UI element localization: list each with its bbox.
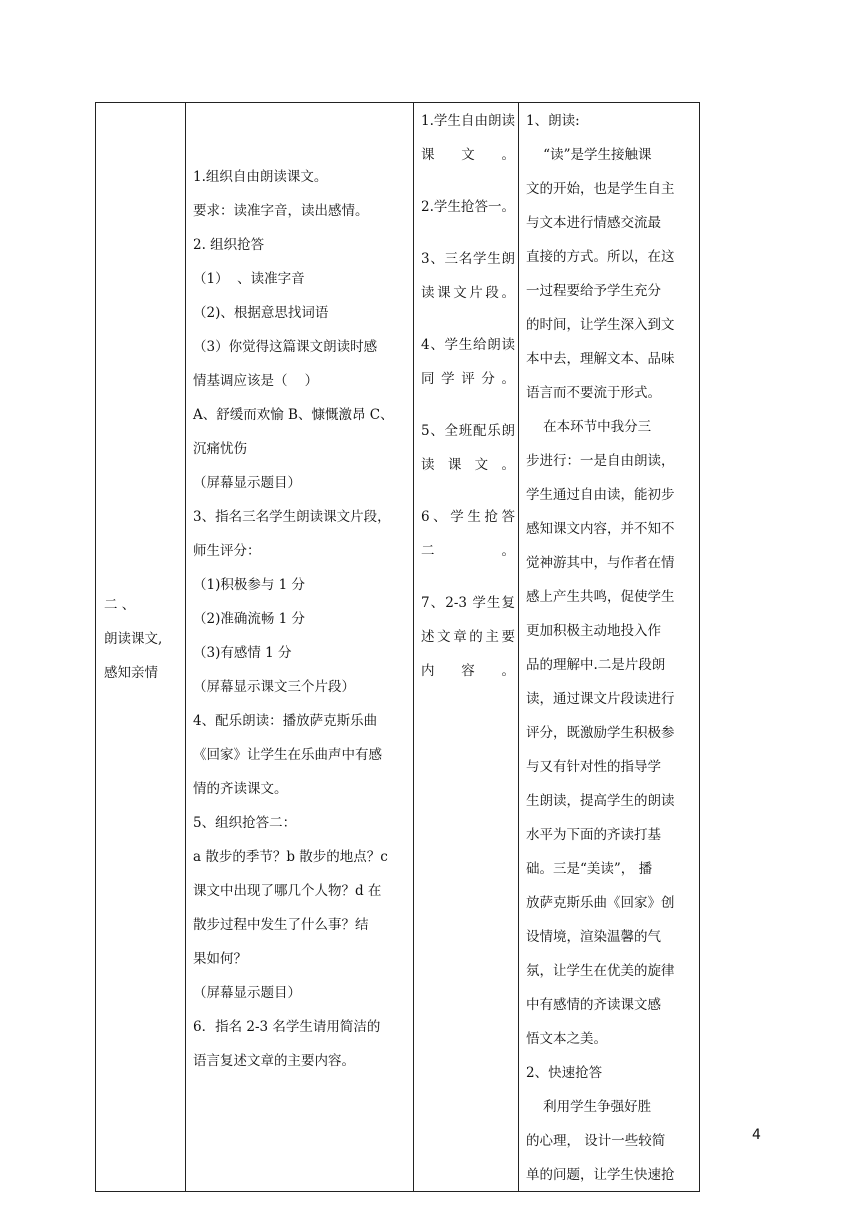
intent-line: 单的问题，让学生快速抢 bbox=[526, 1167, 675, 1183]
intent-line: 础。三是“美读”， 播 bbox=[526, 861, 653, 877]
intent-line: 生朗读，提高学生的朗读 bbox=[526, 793, 675, 809]
stage-column bbox=[96, 103, 186, 1191]
intent-line: “读”是学生接触课 bbox=[526, 147, 652, 163]
teacher-line: 语言复述文章的主要内容。 bbox=[193, 1053, 355, 1069]
student-item: 3、三名学生朗读课文片段。 bbox=[421, 251, 515, 301]
page-number: 4 bbox=[752, 1127, 761, 1143]
design-intent-text bbox=[526, 104, 697, 1192]
teacher-line: （2)准确流畅 1 分 bbox=[193, 611, 306, 627]
intent-line: 2、快速抢答 bbox=[526, 1065, 603, 1081]
intent-line: 本中去，理解文本、品味 bbox=[526, 351, 675, 367]
intent-line: 读，通过课文片段读进行 bbox=[526, 691, 675, 707]
teacher-line: 5、组织抢答二： bbox=[193, 815, 297, 831]
teacher-line: （3)有感情 1 分 bbox=[193, 645, 292, 661]
intent-line: 氛，让学生在优美的旋律 bbox=[526, 963, 675, 979]
intent-line: 水平为下面的齐读打基 bbox=[526, 827, 661, 843]
lesson-plan-table bbox=[95, 102, 700, 1192]
teacher-line: 情基调应该是（ ） bbox=[193, 373, 319, 389]
teacher-line: 《回家》让学生在乐曲声中有感 bbox=[193, 747, 382, 763]
teacher-line: 师生评分： bbox=[193, 543, 261, 559]
teacher-line: （1） 、读准字音 bbox=[193, 271, 305, 287]
student-item: 4、学生给朗读同学评分。 bbox=[421, 337, 515, 387]
intent-line: 放萨克斯乐曲《回家》创 bbox=[526, 895, 675, 911]
teacher-line: 2. 组织抢答 bbox=[193, 237, 265, 253]
intent-line: 更加积极主动地投入作 bbox=[526, 623, 661, 639]
intent-line: 文的开始，也是学生自主 bbox=[526, 181, 675, 197]
design-intent-column bbox=[519, 103, 701, 1191]
teacher-line: 4、配乐朗读：播放萨克斯乐曲 bbox=[193, 713, 378, 729]
teacher-line: 果如何？ bbox=[193, 951, 247, 967]
teacher-line: （屏幕显示题目） bbox=[193, 985, 301, 1001]
stage-line: 二 、 bbox=[104, 597, 136, 613]
intent-line: 利用学生争强好胜 bbox=[526, 1099, 652, 1115]
teacher-line: a 散步的季节？b 散步的地点？c bbox=[193, 849, 388, 865]
teacher-line: 1.组织自由朗读课文。 bbox=[193, 169, 328, 185]
stage-label bbox=[104, 588, 162, 690]
teacher-line: 沉痛忧伤 bbox=[193, 441, 247, 457]
intent-line: 步进行：一是自由朗读， bbox=[526, 453, 675, 469]
intent-line: 直接的方式。所以，在这 bbox=[526, 249, 675, 265]
teacher-activity-text bbox=[193, 160, 411, 1078]
intent-line: 品的理解中.二是片段朗 bbox=[526, 657, 666, 673]
student-item: 5、全班配乐朗读课文。 bbox=[421, 423, 515, 473]
teacher-line: （1)积极参与 1 分 bbox=[193, 577, 306, 593]
intent-line: 设情境，渲染温馨的气 bbox=[526, 929, 661, 945]
intent-line: 的时间，让学生深入到文 bbox=[526, 317, 675, 333]
teacher-line: （屏幕显示题目） bbox=[193, 475, 301, 491]
teacher-line: （3）你觉得这篇课文朗读时感 bbox=[193, 339, 378, 355]
teacher-line: 情的齐读课文。 bbox=[193, 781, 288, 797]
stage-line: 感知亲情 bbox=[104, 665, 158, 681]
intent-line: 感上产生共鸣，促使学生 bbox=[526, 589, 675, 605]
student-item: 1.学生自由朗读课文。 bbox=[421, 113, 515, 163]
teacher-activity-column bbox=[186, 103, 414, 1191]
intent-line: 一过程要给予学生充分 bbox=[526, 283, 661, 299]
intent-line: 与又有针对性的指导学 bbox=[526, 759, 661, 775]
intent-line: 语言而不要流于形式。 bbox=[526, 385, 661, 401]
intent-line: 评分，既激励学生积极参 bbox=[526, 725, 675, 741]
intent-line: 在本环节中我分三 bbox=[526, 419, 652, 435]
teacher-line: 6．指名 2-3 名学生请用简洁的 bbox=[193, 1019, 381, 1035]
teacher-line: 要求：读准字音，读出感情。 bbox=[193, 203, 369, 219]
student-item: 7、2-3 学生复述文章的主要内容。 bbox=[421, 595, 515, 679]
student-item: 6、学生抢答二。 bbox=[421, 509, 515, 559]
student-activity-column bbox=[414, 103, 519, 1191]
stage-line: 朗读课文, bbox=[104, 631, 163, 647]
teacher-line: 3、指名三名学生朗读课文片段， bbox=[193, 509, 391, 525]
intent-line: 觉神游其中，与作者在情 bbox=[526, 555, 675, 571]
intent-line: 悟文本之美。 bbox=[526, 1031, 607, 1047]
teacher-line: 散步过程中发生了什么事？结 bbox=[193, 917, 369, 933]
intent-line: 学生通过自由读，能初步 bbox=[526, 487, 675, 503]
intent-line: 中有感情的齐读课文感 bbox=[526, 997, 661, 1013]
teacher-line: （2)、根据意思找词语 bbox=[193, 305, 329, 321]
student-activity-text bbox=[421, 104, 515, 706]
intent-line: 感知课文内容，并不知不 bbox=[526, 521, 675, 537]
intent-line: 的心理， 设计一些较简 bbox=[526, 1133, 666, 1149]
intent-line: 与文本进行情感交流最 bbox=[526, 215, 661, 231]
teacher-line: （屏幕显示课文三个片段） bbox=[193, 679, 355, 695]
student-item: 2.学生抢答一。 bbox=[421, 199, 515, 215]
teacher-line: 课文中出现了哪几个人物？d 在 bbox=[193, 883, 382, 899]
intent-line: 1、朗读: bbox=[526, 113, 580, 129]
teacher-line: A、舒缓而欢愉 B、慷慨激昂 C、 bbox=[193, 407, 394, 423]
